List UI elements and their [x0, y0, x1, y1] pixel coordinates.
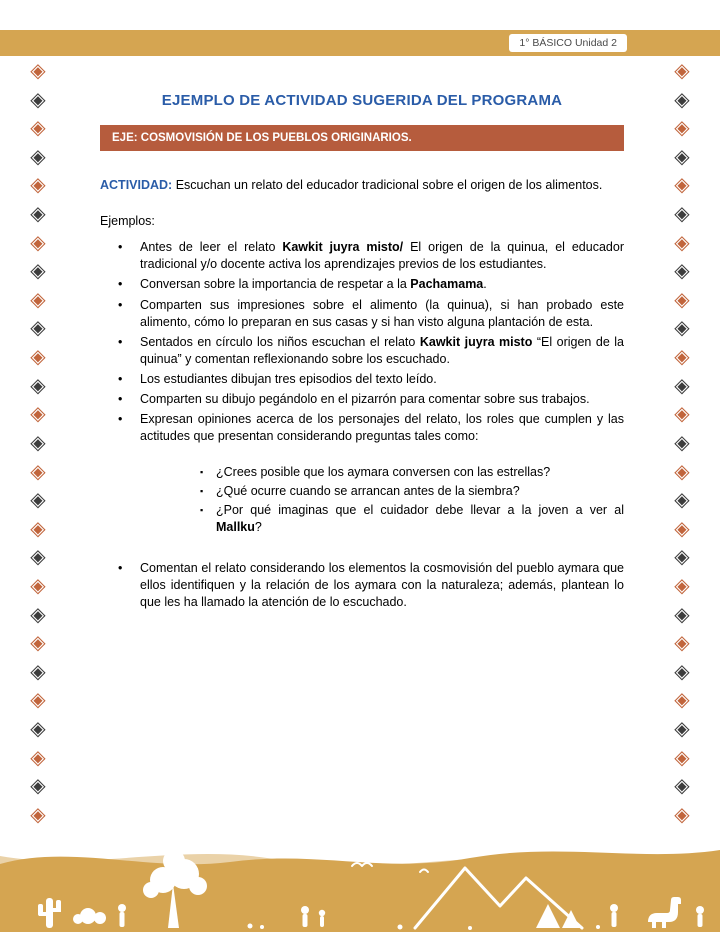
ornament-motif-icon: ◈: [674, 744, 690, 769]
ornament-motif-icon: ◈: [674, 458, 690, 483]
ornament-motif-icon: ◈: [30, 201, 46, 226]
ornament-motif-icon: ◈: [674, 258, 690, 283]
bullet-marker: •: [118, 372, 123, 386]
bullet-marker: •: [118, 277, 123, 292]
ornament-motif-icon: ◈: [674, 572, 690, 597]
bullet-item: [100, 371, 624, 388]
ornament-motif-icon: ◈: [30, 315, 46, 340]
ornament-motif-icon: ◈: [30, 716, 46, 741]
list-item-text: Expresan opiniones acerca de los personajes del relato, los roles que cumplen y las actitudes que presentan considerando preguntas tales como:: [140, 412, 624, 444]
ornament-motif-icon: ◈: [674, 773, 690, 798]
ornament-motif-icon: ◈: [674, 630, 690, 655]
ornament-motif-icon: ◈: [30, 630, 46, 655]
ornament-motif-icon: ◈: [674, 229, 690, 254]
ornament-motif-icon: ◈: [674, 143, 690, 168]
page-title: EJEMPLO DE ACTIVIDAD SUGERIDA DEL PROGRAMA: [161, 92, 563, 109]
ornament-motif-icon: ◈: [674, 286, 690, 311]
ornament-motif-icon: ◈: [674, 687, 690, 712]
ornament-motif-icon: ◈: [30, 258, 46, 283]
bullet-marker: •: [118, 392, 123, 407]
question-item: [188, 502, 624, 536]
ornament-motif-icon: ◈: [30, 115, 46, 140]
ornament-motif-icon: ◈: [30, 229, 46, 254]
ornament-motif-icon: ◈: [30, 801, 46, 824]
list-item-text: Comentan el relato considerando los elementos la cosmovisión del pueblo aymara que ellos identifiquen y la relación de los aymara con la naturaleza; además, plantean lo que les ha llamado la atención de lo escuchado.: [140, 561, 624, 610]
closing-bullet-item: [100, 560, 624, 611]
unit-badge: 1° BÁSICO Unidad 2: [509, 34, 627, 52]
ornament-motif-icon: ◈: [674, 515, 690, 540]
ornament-motif-icon: ◈: [674, 429, 690, 454]
ornament-motif-icon: ◈: [674, 344, 690, 369]
ornament-motif-icon: ◈: [30, 544, 46, 569]
ornament-motif-icon: ◈: [674, 716, 690, 741]
bullet-marker: ▪: [200, 466, 204, 477]
ornament-motif-icon: ◈: [674, 315, 690, 340]
ornament-motif-icon: ◈: [674, 172, 690, 197]
bullet-marker: •: [118, 297, 123, 312]
list-item-text: ¿Crees posible que los aymara conversen con las estrellas?: [216, 464, 551, 479]
closing-bullet-list: [100, 560, 624, 611]
ornament-motif-icon: ◈: [30, 429, 46, 454]
ornament-motif-icon: ◈: [30, 86, 46, 111]
ornament-motif-icon: ◈: [30, 60, 46, 82]
ornament-motif-icon: ◈: [30, 286, 46, 311]
left-ornament-border: [25, 60, 51, 824]
ornament-motif-icon: ◈: [30, 744, 46, 769]
question-item: [188, 483, 624, 500]
eje-banner: EJE: COSMOVISIÓN DE LOS PUEBLOS ORIGINARIOS.: [100, 125, 624, 151]
list-item-text: ¿Por qué imaginas que el cuidador debe llevar a la joven a ver al Mallku?: [216, 502, 624, 534]
ornament-motif-icon: ◈: [30, 143, 46, 168]
bullet-marker: •: [118, 334, 123, 349]
list-item-text: Los estudiantes dibujan tres episodios del texto leído.: [140, 372, 437, 386]
ornament-motif-icon: ◈: [30, 687, 46, 712]
list-item-text: Sentados en círculo los niños escuchan el relato Kawkit juyra misto “El origen de la quinua” y comentan reflexionando sobre los escuchado.: [140, 334, 624, 366]
document-content: [100, 56, 624, 614]
list-item-text: Conversan sobre la importancia de respetar a la Pachamama.: [140, 277, 487, 292]
question-item: [188, 464, 624, 481]
bullet-item: [100, 297, 624, 331]
activity-line: [100, 177, 624, 194]
bullet-list: [100, 239, 624, 445]
ornament-motif-icon: ◈: [674, 60, 690, 82]
top-gold-bar: [0, 30, 720, 56]
activity-label: ACTIVIDAD:: [100, 178, 173, 192]
bullet-item: [100, 276, 624, 293]
ornament-motif-icon: ◈: [674, 544, 690, 569]
ornament-motif-icon: ◈: [30, 372, 46, 397]
activity-text: Escuchan un relato del educador tradicional sobre el origen de los alimentos.: [172, 178, 603, 192]
ornament-motif-icon: ◈: [30, 572, 46, 597]
question-list: [188, 464, 624, 537]
list-item-text: Comparten sus impresiones sobre el alimento (la quinua), si han probado este alimento, cómo lo preparan en sus casas y si han visto alguna plantación de esta.: [140, 297, 624, 329]
right-ornament-border: [669, 60, 695, 824]
bullet-marker: •: [118, 561, 123, 575]
bullet-item: [100, 391, 624, 408]
ornament-motif-icon: ◈: [30, 601, 46, 626]
footer-landscape-illustration: [0, 826, 720, 932]
ornament-motif-icon: ◈: [30, 401, 46, 426]
ornament-motif-icon: ◈: [30, 515, 46, 540]
list-item-text: Comparten su dibujo pegándolo en el pizarrón para comentar sobre sus trabajos.: [140, 392, 590, 407]
bullet-item: [100, 411, 624, 445]
ornament-motif-icon: ◈: [674, 115, 690, 140]
ornament-motif-icon: ◈: [674, 658, 690, 683]
ornament-motif-icon: ◈: [674, 487, 690, 512]
ornament-motif-icon: ◈: [30, 487, 46, 512]
ornament-motif-icon: ◈: [674, 401, 690, 426]
bullet-item: [100, 239, 624, 273]
ornament-motif-icon: ◈: [30, 658, 46, 683]
bullet-marker: ▪: [200, 485, 204, 496]
ornament-motif-icon: ◈: [30, 458, 46, 483]
ornament-motif-icon: ◈: [674, 601, 690, 626]
ornament-motif-icon: ◈: [674, 86, 690, 111]
ornament-motif-icon: ◈: [674, 201, 690, 226]
ornament-motif-icon: ◈: [30, 172, 46, 197]
ornament-motif-icon: ◈: [674, 801, 690, 824]
ornament-motif-icon: ◈: [30, 344, 46, 369]
ornament-motif-icon: ◈: [30, 773, 46, 798]
ornament-motif-icon: ◈: [674, 372, 690, 397]
bullet-marker: ▪: [200, 504, 204, 515]
examples-label: Ejemplos:: [100, 214, 155, 229]
bullet-marker: •: [118, 240, 123, 255]
bullet-marker: •: [118, 412, 123, 427]
list-item-text: ¿Qué ocurre cuando se arrancan antes de la siembra?: [216, 483, 520, 498]
list-item-text: Antes de leer el relato Kawkit juyra misto/ El origen de la quinua, el educador tradicional y/o docente activa los aprendizajes previos de los estudiantes.: [140, 240, 624, 272]
bullet-item: [100, 334, 624, 368]
